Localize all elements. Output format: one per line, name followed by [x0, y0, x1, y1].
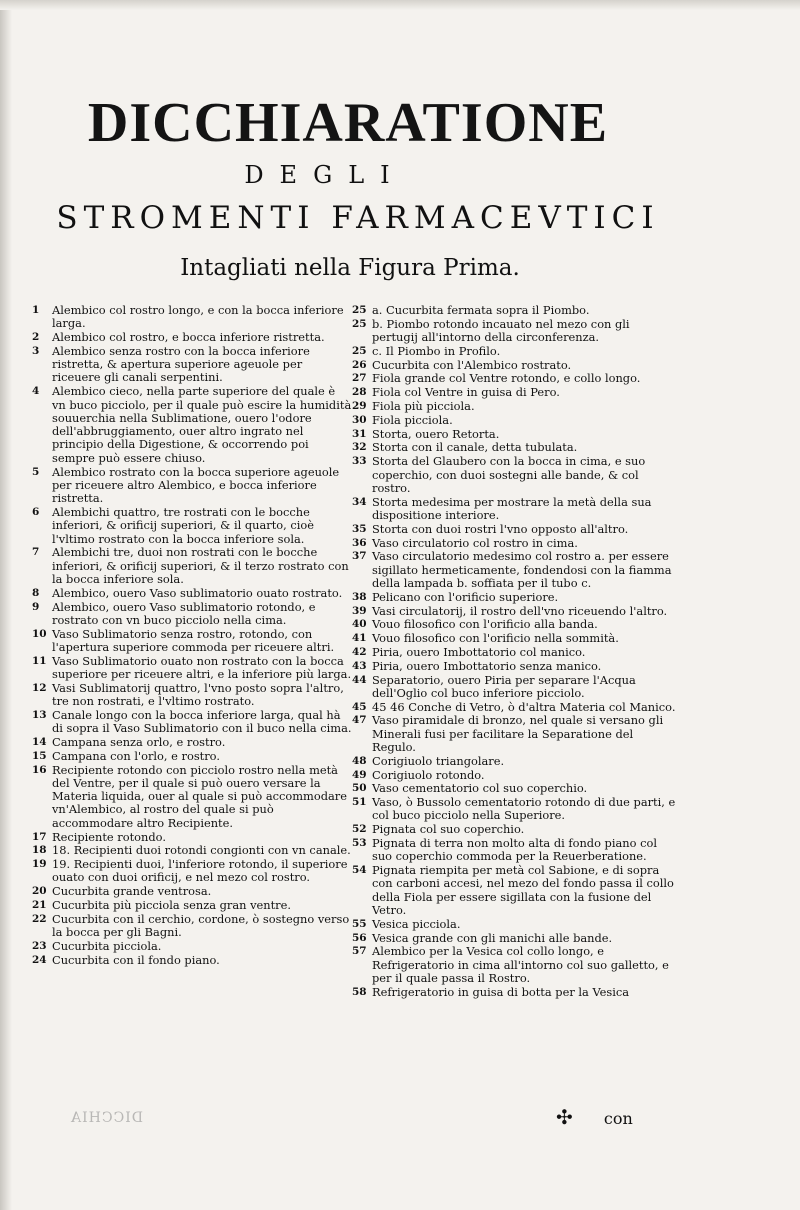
item-text: Cucurbita con il cerchio, cordone, ò sostegno verso la bocca per gli Bagni. [52, 911, 350, 940]
item-number: 29 [352, 400, 367, 413]
item-text: Recipiente rotondo. [52, 829, 166, 844]
item-text: Alembico senza rostro con la bocca inferiore ristretta, & apertura superiore ageuole per riceuere gli canali serpentini. [52, 343, 310, 385]
item-text: Fiola grande col Ventre rotondo, e collo longo. [372, 371, 641, 386]
item-number: 28 [352, 386, 367, 399]
item-number: 19 [32, 858, 47, 871]
item-text: Storta, ouero Retorta. [372, 426, 500, 441]
list-item [352, 591, 678, 604]
item-text: Cucurbita con il fondo piano. [52, 952, 220, 967]
item-text: Fiola più picciola. [372, 399, 475, 414]
item-number: 35 [352, 522, 367, 535]
item-text: Vesica picciola. [372, 916, 461, 931]
item-number: 43 [352, 659, 367, 672]
list-item [32, 682, 352, 709]
list-item [32, 844, 352, 857]
item-text: Cucurbita picciola. [52, 938, 162, 953]
list-item [352, 400, 678, 413]
item-number: 26 [352, 358, 367, 371]
page-subtitle: DEGLI [244, 161, 406, 189]
list-item [32, 385, 352, 465]
item-number: 40 [352, 618, 367, 631]
list-item [352, 769, 678, 782]
item-number: 23 [32, 939, 47, 952]
item-text: Alembico, ouero Vaso sublimatorio rotondo, e rostrato con vn buco picciolo nella cima. [52, 599, 316, 627]
item-number: 1 [32, 304, 40, 316]
item-number: 25 [352, 317, 367, 330]
list-item [32, 750, 352, 763]
list-item [352, 414, 678, 427]
item-number: 45 [352, 700, 367, 713]
item-text: Alembico rostrato con la bocca superiore ageuole per riceuere altro Alembico, e bocca inferiore ristretta. [52, 464, 340, 506]
item-text: Alembico col rostro longo, e con la bocca inferiore larga. [52, 303, 344, 331]
item-text: Alembico per la Vesica col collo longo, e Refrigeratorio in cima all'intorno col suo galletto, e per il quale passa il Rostro. [372, 944, 669, 986]
page-title: DICCHIARATIONE [87, 92, 609, 154]
list-item [352, 537, 678, 550]
list-item [352, 755, 678, 768]
item-number: 16 [32, 763, 47, 776]
item-text: Vaso piramidale di bronzo, nel quale si versano gli Minerali fusi per facilitare la Separatione del Regulo. [372, 713, 664, 754]
item-number: 31 [352, 427, 367, 440]
section-heading: STROMENTI FARMACEVTICI [56, 200, 660, 236]
plate-title: Intagliati nella Figura Prima. [180, 255, 520, 281]
item-text: Vouo filosofico con l'orificio alla banda. [372, 617, 598, 632]
item-text: Piria, ouero Imbottatorio col manico. [372, 644, 586, 659]
item-number: 6 [32, 505, 40, 518]
item-text: Vasi Sublimatorij quattro, l'vno posto sopra l'altro, tre non rostrati, e l'vltimo rostrato. [52, 680, 344, 709]
list-item [32, 736, 352, 749]
list-item [32, 601, 352, 628]
entries-right-column [352, 304, 678, 1000]
item-number: 42 [352, 645, 367, 658]
list-item [352, 918, 678, 931]
item-text: Alembichi tre, duoi non rostrati con le bocche inferiori, & orificij superiori, & il terzo rostrato con la bocca inferiore sola. [52, 545, 349, 586]
item-number: 14 [32, 736, 47, 748]
item-text: a. Cucurbita fermata sopra il Piombo. [372, 303, 590, 317]
item-text: c. Il Piombo in Profilo. [372, 343, 501, 358]
item-number: 10 [32, 627, 47, 640]
item-text: Vouo filosofico con l'orificio nella sommità. [372, 631, 619, 646]
list-item [32, 345, 352, 385]
item-number: 5 [32, 465, 40, 478]
list-item [352, 618, 678, 631]
list-item [352, 372, 678, 385]
list-item [32, 331, 352, 344]
catchword: con [603, 1109, 633, 1128]
item-text: Canale longo con la bocca inferiore larga, qual hà di sopra il Vaso Sublimatorio con il buco nella cima. [52, 707, 352, 736]
list-item [352, 496, 678, 523]
list-item [352, 359, 678, 372]
list-item [352, 796, 678, 823]
list-item [352, 523, 678, 536]
item-text: Cucurbita più picciola senza gran ventre. [52, 898, 291, 913]
list-item [352, 823, 678, 836]
item-number: 52 [352, 823, 367, 836]
item-number: 2 [32, 331, 40, 344]
list-item [352, 550, 678, 590]
item-text: Pelicano con l'orificio superiore. [372, 589, 559, 604]
item-number: 15 [32, 749, 47, 762]
list-item [32, 655, 352, 682]
item-text: Alembico cieco, nella parte superiore del quale è vn buco picciolo, per il quale può escire la humidità souuerchia nella Sublimatione, ouero l'odore dell'abbruggiamento, ouer altro ingrato nel principio della Digestione, & occorrendo poi sempre può essere chiuso. [52, 384, 352, 465]
item-text: Vaso, ò Bussolo cementatorio rotondo di due parti, e col buco picciolo nella Superiore. [372, 795, 676, 823]
item-text: 19. Recipienti duoi, l'inferiore rotondo, il superiore ouato con duoi orificij, e nel mezo col rostro. [52, 857, 348, 885]
item-text: Pignata di terra non molto alta di fondo piano col suo coperchio commoda per la Reuerberatione. [372, 836, 657, 864]
list-item [32, 506, 352, 546]
item-text: Campana senza orlo, e rostro. [52, 735, 226, 749]
item-number: 24 [32, 953, 47, 966]
list-item [352, 701, 678, 714]
item-number: 44 [352, 673, 367, 686]
item-number: 20 [32, 885, 47, 898]
list-item [352, 837, 678, 864]
item-number: 55 [352, 917, 367, 930]
item-text: Piria, ouero Imbottatorio senza manico. [372, 658, 602, 673]
list-item [352, 441, 678, 454]
list-item [32, 304, 352, 331]
item-number: 49 [352, 768, 367, 781]
list-item [352, 782, 678, 795]
ornament-icon: ✣ [556, 1105, 573, 1129]
list-item [352, 304, 678, 317]
item-number: 50 [352, 782, 367, 795]
item-number: 8 [32, 586, 40, 599]
item-text: Vasi circulatorij, il rostro dell'vno riceuendo l'altro. [372, 603, 668, 618]
item-number: 41 [352, 632, 367, 645]
item-number: 54 [352, 864, 367, 877]
item-text: Fiola picciola. [372, 412, 453, 427]
item-number: 13 [32, 708, 47, 721]
list-item [32, 466, 352, 506]
list-item [352, 632, 678, 645]
item-number: 3 [32, 344, 40, 357]
list-item [352, 714, 678, 754]
list-item [352, 864, 678, 917]
item-number: 17 [32, 830, 47, 843]
list-item [352, 674, 678, 701]
item-number: 9 [32, 600, 40, 613]
list-item [352, 605, 678, 618]
item-text: Pignata riempita per metà col Sabione, e di sopra con carboni accesi, nel mezo del fondo passa il collo della Fiola per essere sigillata con la fusione del Vetro. [372, 863, 674, 918]
item-text: Vaso Sublimatorio senza rostro, rotondo, con l'apertura superiore commoda per riceuere altri. [52, 626, 335, 654]
item-number: 36 [352, 536, 367, 549]
item-number: 25 [352, 304, 367, 316]
item-text: Recipiente rotondo con picciolo rostro nella metà del Ventre, per il quale si può ouero versare la Materia liquida, ouer al quale si può accommodare vn'Alembico, al rostro del quale si può accommodare altro Recipiente. [52, 762, 347, 830]
item-number: 53 [352, 837, 367, 850]
item-text: Alembichi quattro, tre rostrati con le bocche inferiori, & orificij superiori, & il quarto, cioè l'vltimo rostrato con la bocca inferiore sola. [52, 504, 315, 546]
item-number: 4 [32, 385, 40, 398]
list-item [352, 455, 678, 495]
show-through-text: DICCHIA [70, 1110, 144, 1126]
item-number: 32 [352, 441, 367, 454]
page-edge-left [0, 0, 12, 1210]
item-number: 27 [352, 372, 367, 385]
item-text: Storta con il canale, detta tubulata. [372, 440, 578, 455]
item-text: Cucurbita con l'Alembico rostrato. [372, 357, 572, 372]
item-text: Alembico, ouero Vaso sublimatorio ouato rostrato. [52, 585, 343, 600]
item-number: 11 [32, 654, 47, 667]
list-item [32, 940, 352, 953]
entries-left-column [32, 304, 352, 968]
item-text: Refrigeratorio in guisa di botta per la Vesica [372, 984, 630, 999]
item-number: 47 [352, 714, 367, 727]
item-text: Campana con l'orlo, e rostro. [52, 748, 220, 763]
item-text: Corigiuolo rotondo. [372, 767, 485, 782]
item-text: 18. Recipienti duoi rotondi congionti con vn canale. [52, 843, 351, 858]
list-item [352, 318, 678, 345]
list-item [32, 831, 352, 844]
list-item [32, 628, 352, 655]
item-text: Cucurbita grande ventrosa. [52, 884, 212, 899]
item-number: 21 [32, 899, 47, 912]
list-item [32, 709, 352, 736]
list-item [352, 386, 678, 399]
item-text: Vaso circulatorio medesimo col rostro a. per essere sigillato hermeticamente, fondendosi con la fiamma della lampada b. soffiata per il tubo c. [372, 549, 672, 590]
item-number: 7 [32, 546, 40, 559]
list-item [352, 945, 678, 985]
item-number: 48 [352, 754, 367, 767]
list-item [32, 899, 352, 912]
page-footer [556, 1105, 633, 1129]
list-item [352, 660, 678, 673]
item-text: Corigiuolo triangolare. [372, 753, 505, 768]
list-item [352, 428, 678, 441]
list-item [32, 546, 352, 586]
item-number: 58 [352, 985, 367, 998]
item-number: 56 [352, 931, 367, 944]
item-text: Separatorio, ouero Piria per separare l'Acqua dell'Oglio col buco inferiore picciolo. [372, 672, 636, 700]
list-item [352, 932, 678, 945]
list-item [352, 986, 678, 999]
item-number: 37 [352, 550, 367, 563]
list-item [352, 345, 678, 358]
item-text: Storta del Glaubero con la bocca in cima, e suo coperchio, con duoi sostegni alle bande, & col rostro. [372, 454, 646, 495]
item-number: 18 [32, 844, 47, 857]
list-item [32, 885, 352, 898]
item-number: 38 [352, 590, 367, 603]
item-text: Storta medesima per mostrare la metà della sua dispositione interiore. [372, 494, 652, 522]
item-text: 45 46 Conche di Vetro, ò d'altra Materia col Manico. [372, 699, 676, 714]
item-number: 30 [352, 413, 367, 426]
list-item [32, 913, 352, 940]
item-text: Pignata col suo coperchio. [372, 822, 525, 837]
item-text: b. Piombo rotondo incauato nel mezo con gli pertugij all'intorno della circonferenza. [372, 316, 630, 345]
list-item [352, 646, 678, 659]
item-text: Vaso circulatorio col rostro in cima. [372, 535, 578, 550]
item-number: 25 [352, 344, 367, 357]
item-number: 39 [352, 604, 367, 617]
item-text: Vaso Sublimatorio ouato non rostrato con la bocca superiore per riceuere altri, e la inferiore più larga. [52, 653, 352, 682]
item-number: 12 [32, 681, 47, 694]
item-number: 22 [32, 912, 47, 925]
list-item [32, 858, 352, 885]
item-text: Fiola col Ventre in guisa di Pero. [372, 385, 560, 400]
list-item [32, 764, 352, 830]
item-text: Storta con duoi rostri l'vno opposto all'altro. [372, 521, 629, 536]
item-text: Vaso cementatorio col suo coperchio. [372, 781, 588, 796]
list-item [32, 587, 352, 600]
page-edge-top [0, 0, 800, 10]
item-number: 57 [352, 945, 367, 958]
list-item [32, 954, 352, 967]
item-text: Vesica grande con gli manichi alle bande. [372, 930, 613, 945]
item-text: Alembico col rostro, e bocca inferiore ristretta. [52, 330, 325, 345]
item-number: 51 [352, 796, 367, 809]
item-number: 33 [352, 455, 367, 468]
item-number: 34 [352, 495, 367, 508]
